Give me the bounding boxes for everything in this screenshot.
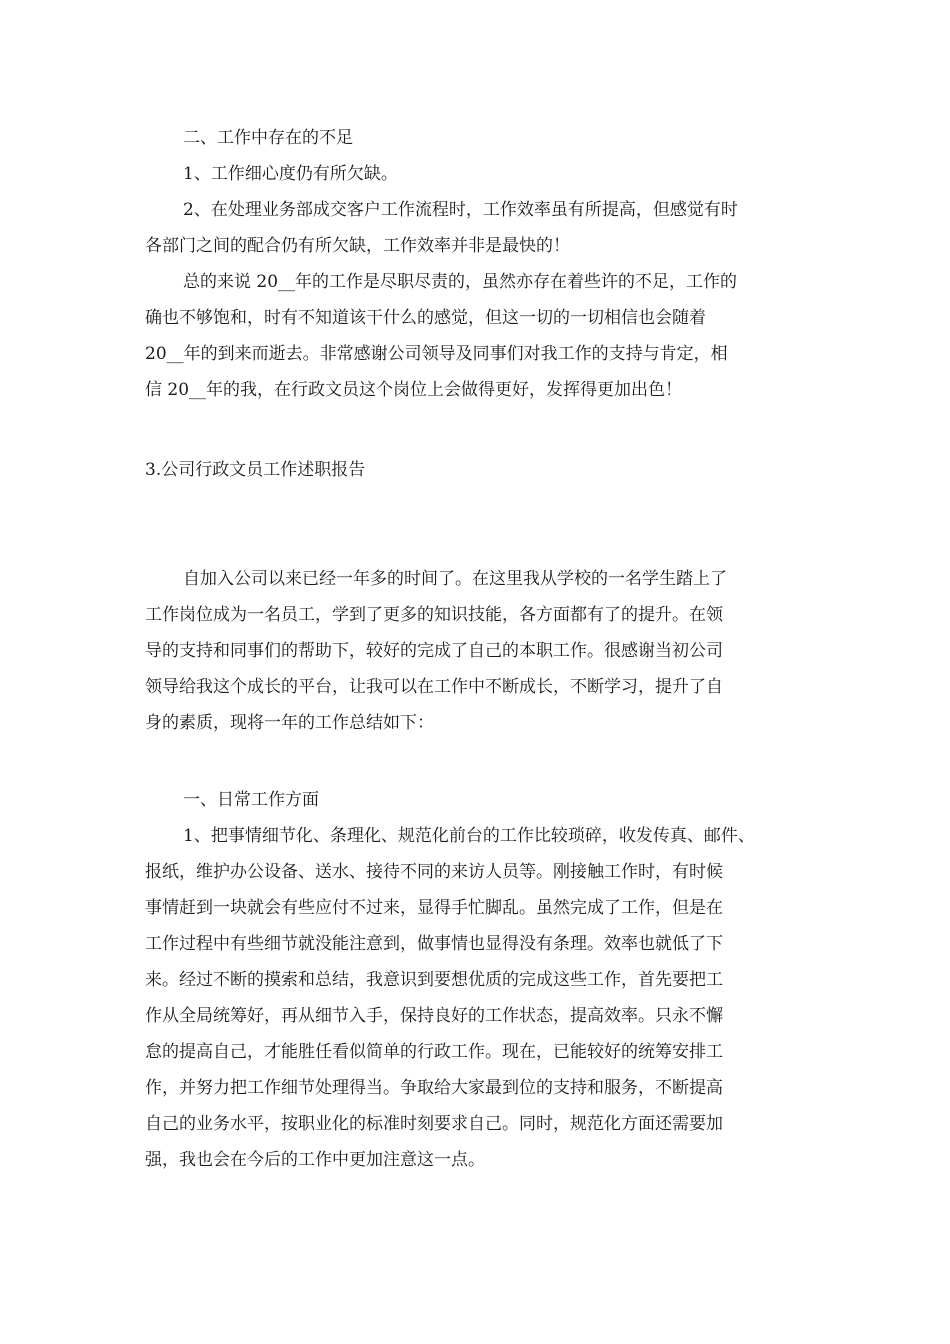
paragraph-line: 工作过程中有些细节就没能注意到，做事情也显得没有条理。效率也就低了下 [145,934,723,954]
paragraph-line: 2、在处理业务部成交客户工作流程时，工作效率虽有所提高，但感觉有时 [183,200,738,220]
paragraph-line: 事情赶到一块就会有些应付不过来，显得手忙脚乱。虽然完成了工作，但是在 [145,898,723,918]
section-heading-shortcomings: 二、工作中存在的不足 [183,128,353,148]
section-heading-daily-work: 一、日常工作方面 [183,790,319,810]
paragraph-line: 自加入公司以来已经一年多的时间了。在这里我从学校的一名学生踏上了 [183,569,727,589]
report-title: 3.公司行政文员工作述职报告 [145,460,366,480]
paragraph-line: 报纸，维护办公设备、送水、接待不同的来访人员等。刚接触工作时，有时候 [145,862,723,882]
paragraph-line: 领导给我这个成长的平台，让我可以在工作中不断成长，不断学习，提升了自 [145,677,723,697]
paragraph-line: 强，我也会在今后的工作中更加注意这一点。 [145,1150,485,1170]
paragraph-line: 身的素质，现将一年的工作总结如下： [145,713,434,733]
paragraph-line: 来。经过不断的摸索和总结，我意识到要想优质的完成这些工作，首先要把工 [145,970,723,990]
paragraph-line: 总的来说 20__年的工作是尽职尽责的，虽然亦存在着些许的不足，工作的 [183,272,738,292]
paragraph-line: 怠的提高自己，才能胜任看似简单的行政工作。现在，已能较好的统筹安排工 [145,1042,723,1062]
paragraph-line: 1、把事情细节化、条理化、规范化前台的工作比较琐碎，收发传真、邮件、 [183,826,755,846]
paragraph-line: 导的支持和同事们的帮助下，较好的完成了自己的本职工作。很感谢当初公司 [145,641,723,661]
paragraph-line: 1、工作细心度仍有所欠缺。 [183,164,398,184]
paragraph-line: 工作岗位成为一名员工，学到了更多的知识技能，各方面都有了的提升。在领 [145,605,723,625]
paragraph-line: 20__年的到来而逝去。非常感谢公司领导及同事们对我工作的支持与肯定，相 [145,344,728,364]
paragraph-line: 确也不够饱和，时有不知道该干什么的感觉，但这一切的一切相信也会随着 [145,308,706,328]
paragraph-line: 作从全局统筹好，再从细节入手，保持良好的工作状态，提高效率。只永不懈 [145,1006,723,1026]
paragraph-line: 各部门之间的配合仍有所欠缺，工作效率并非是最快的！ [145,236,570,256]
paragraph-line: 信 20__年的我，在行政文员这个岗位上会做得更好，发挥得更加出色！ [145,380,683,400]
paragraph-line: 作，并努力把工作细节处理得当。争取给大家最到位的支持和服务，不断提高 [145,1078,723,1098]
paragraph-line: 自己的业务水平，按职业化的标准时刻要求自己。同时，规范化方面还需要加 [145,1114,723,1134]
